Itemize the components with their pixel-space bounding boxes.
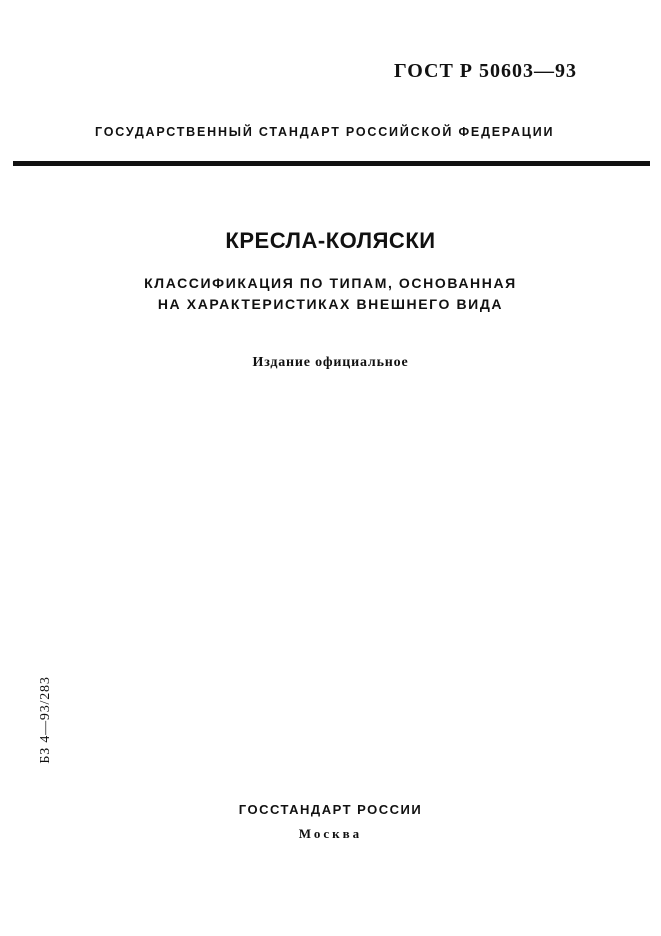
side-catalog-code: БЗ 4—93/283: [38, 676, 53, 764]
header-divider: [13, 161, 650, 166]
document-title: КРЕСЛА-КОЛЯСКИ: [225, 228, 436, 253]
document-subtitle-line-1: КЛАССИФИКАЦИЯ ПО ТИПАМ, ОСНОВАННАЯ: [144, 275, 517, 291]
state-standard-heading: ГОСУДАРСТВЕННЫЙ СТАНДАРТ РОССИЙСКОЙ ФЕДЕРАЦИИ: [95, 125, 555, 139]
publisher-city: Москва: [298, 826, 363, 841]
document-number: ГОСТ Р 50603—93: [394, 60, 578, 82]
publisher-name: ГОССТАНДАРТ РОССИИ: [238, 802, 423, 817]
document-subtitle-line-2: НА ХАРАКТЕРИСТИКАХ ВНЕШНЕГО ВИДА: [157, 296, 504, 312]
edition-label: Издание официальное: [252, 355, 409, 370]
